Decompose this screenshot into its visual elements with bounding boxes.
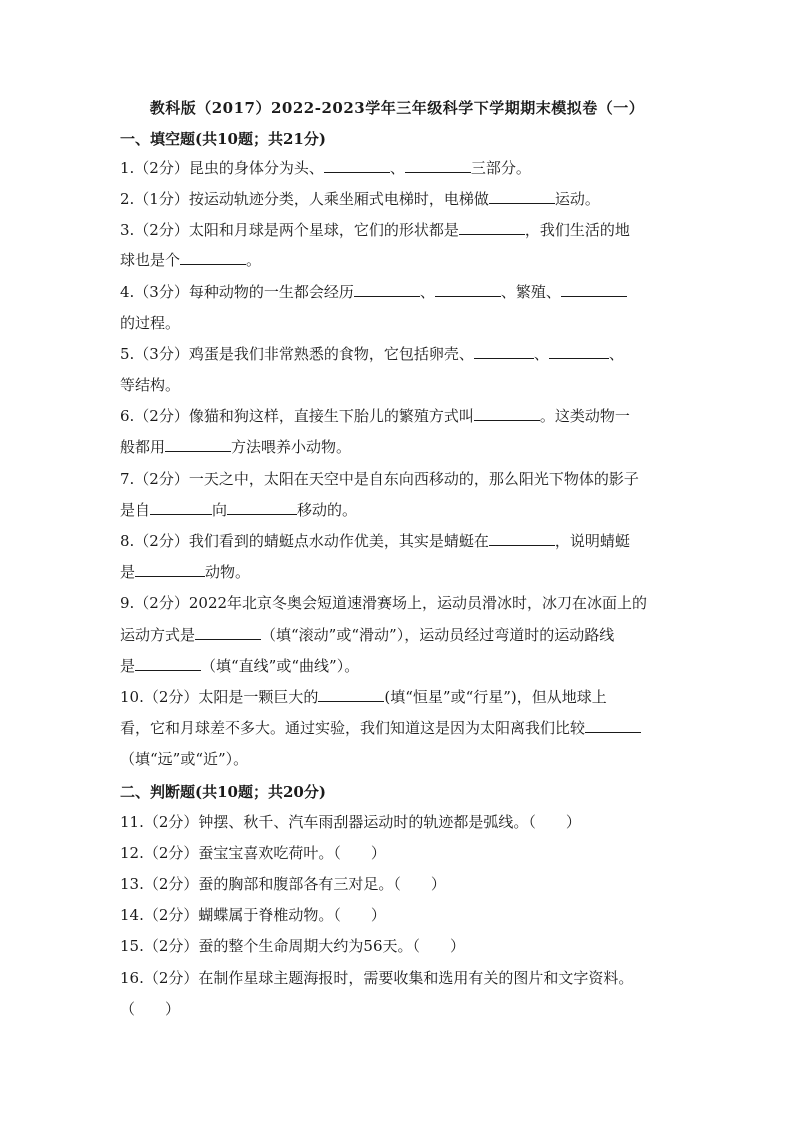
- question-8-cont: [120, 562, 250, 582]
- answer-blank[interactable]: [354, 282, 420, 297]
- answer-blank[interactable]: [180, 250, 246, 265]
- question-5-cont: [120, 375, 180, 395]
- answer-blank[interactable]: [561, 282, 627, 297]
- answer-blank[interactable]: [318, 687, 384, 702]
- question-text: 6.（2分）像猫和狗这样，直接生下胎儿的繁殖方式叫: [120, 407, 474, 425]
- question-text: 是: [120, 563, 136, 581]
- question-text: 5.（3分）鸡蛋是我们非常熟悉的食物，它包括卵壳、: [120, 345, 474, 363]
- question-4: [120, 282, 627, 302]
- question-4-cont: [120, 313, 180, 333]
- question-text: 14.（2分）蝴蝶属于脊椎动物。（ ）: [120, 906, 386, 924]
- question-text: 移动的。: [297, 501, 358, 519]
- question-7-cont: [120, 500, 357, 520]
- question-10: [120, 687, 607, 707]
- question-text: (填“恒星”或“行星”)，但从地球上: [384, 688, 607, 706]
- answer-blank[interactable]: [435, 282, 501, 297]
- question-text: 。这类动物一: [539, 407, 630, 425]
- question-text: 16.（2分）在制作星球主题海报时，需要收集和选用有关的图片和文字资料。: [120, 969, 634, 987]
- question-9-cont2: [120, 656, 359, 676]
- answer-blank[interactable]: [150, 500, 212, 515]
- question-text: 、: [389, 159, 405, 177]
- answer-blank[interactable]: [227, 500, 297, 515]
- question-3-cont: [120, 250, 261, 270]
- question-text: 7.（2分）一天之中，太阳在天空中是自东向西移动的，那么阳光下物体的影子: [120, 470, 639, 488]
- answer-blank[interactable]: [585, 718, 641, 733]
- question-text: 4.（3分）每种动物的一生都会经历: [120, 283, 354, 301]
- question-text: 看，它和月球差不多大。通过实验，我们知道这是因为太阳离我们比较: [120, 719, 586, 737]
- question-text: 。: [246, 251, 262, 269]
- question-text: 般都用: [120, 438, 166, 456]
- question-text: 8.（2分）我们看到的蜻蜓点水动作优美，其实是蜻蜓在: [120, 532, 489, 550]
- question-text: 动物。: [205, 563, 251, 581]
- question-text: 等结构。: [120, 376, 181, 394]
- answer-blank[interactable]: [474, 344, 534, 359]
- question-text: 运动方式是: [120, 626, 196, 644]
- question-text: 球也是个: [120, 251, 181, 269]
- question-11: [120, 812, 581, 832]
- question-text: 3.（2分）太阳和月球是两个星球，它们的形状都是: [120, 221, 459, 239]
- answer-blank[interactable]: [489, 189, 555, 204]
- question-9-cont: [120, 625, 614, 645]
- question-2: [120, 189, 600, 209]
- question-text: 运动。: [554, 190, 600, 208]
- question-text: 1.（2分）昆虫的身体分为头、: [120, 159, 324, 177]
- question-text: 12.（2分）蚕宝宝喜欢吃荷叶。（ ）: [120, 844, 386, 862]
- question-text: 向: [212, 501, 228, 519]
- question-3: [120, 220, 630, 240]
- question-text: ，我们生活的地: [524, 221, 630, 239]
- question-15: [120, 936, 465, 956]
- answer-blank[interactable]: [549, 344, 609, 359]
- question-14: [120, 905, 386, 925]
- question-9: [120, 593, 647, 613]
- question-text: 10.（2分）太阳是一颗巨大的: [120, 688, 319, 706]
- question-6: [120, 406, 630, 426]
- question-text: 、: [608, 345, 624, 363]
- answer-blank[interactable]: [405, 158, 471, 173]
- section-heading-fill: 一、填空题(共10题；共21分): [120, 130, 326, 148]
- question-5: [120, 344, 624, 364]
- question-text: 是自: [120, 501, 151, 519]
- answer-blank[interactable]: [135, 562, 205, 577]
- question-6-cont: [120, 437, 351, 457]
- question-text: 9.（2分）2022年北京冬奥会短道速滑赛场上，运动员滑冰时，冰刀在冰面上的: [120, 594, 648, 612]
- question-1: [120, 158, 531, 178]
- question-text: 11.（2分）钟摆、秋千、汽车雨刮器运动时的轨迹都是弧线。（ ）: [120, 813, 581, 831]
- question-text: 是: [120, 657, 136, 675]
- answer-blank[interactable]: [195, 625, 261, 640]
- question-12: [120, 843, 386, 863]
- answer-blank[interactable]: [489, 531, 555, 546]
- question-text: （填“滚动”或“滑动”），运动员经过弯道时的运动路线: [261, 626, 615, 644]
- question-10-cont: [120, 718, 641, 738]
- answer-blank[interactable]: [459, 220, 525, 235]
- question-text: 方法喂养小动物。: [231, 438, 352, 456]
- question-text: 、: [419, 283, 435, 301]
- answer-blank[interactable]: [474, 406, 540, 421]
- question-13: [120, 874, 446, 894]
- question-text: 15.（2分）蚕的整个生命周期大约为56天。（ ）: [120, 937, 465, 955]
- question-text: 三部分。: [470, 159, 531, 177]
- question-text: 、繁殖、: [500, 283, 561, 301]
- question-text: ，说明蜻蜓: [554, 532, 630, 550]
- question-text: （ ）: [120, 1000, 181, 1018]
- question-text: 、: [533, 345, 549, 363]
- question-7: [120, 469, 639, 489]
- page-title: 教科版（2017）2022-2023学年三年级科学下学期期末模拟卷（一）: [149, 99, 645, 117]
- question-text: 2.（1分）按运动轨迹分类，人乘坐厢式电梯时，电梯做: [120, 190, 489, 208]
- question-10-cont2: [120, 749, 248, 769]
- question-text: 的过程。: [120, 314, 181, 332]
- question-text: （填“远”或“近”）。: [120, 750, 249, 768]
- answer-blank[interactable]: [135, 656, 201, 671]
- section-heading-judge: 二、判断题(共10题；共20分): [120, 783, 326, 801]
- question-8: [120, 531, 630, 551]
- question-text: （填“直线”或“曲线”）。: [201, 657, 360, 675]
- answer-blank[interactable]: [324, 158, 390, 173]
- question-16: [120, 968, 633, 988]
- answer-blank[interactable]: [165, 437, 231, 452]
- question-text: 13.（2分）蚕的胸部和腹部各有三对足。（ ）: [120, 875, 446, 893]
- question-16-cont: [120, 999, 180, 1019]
